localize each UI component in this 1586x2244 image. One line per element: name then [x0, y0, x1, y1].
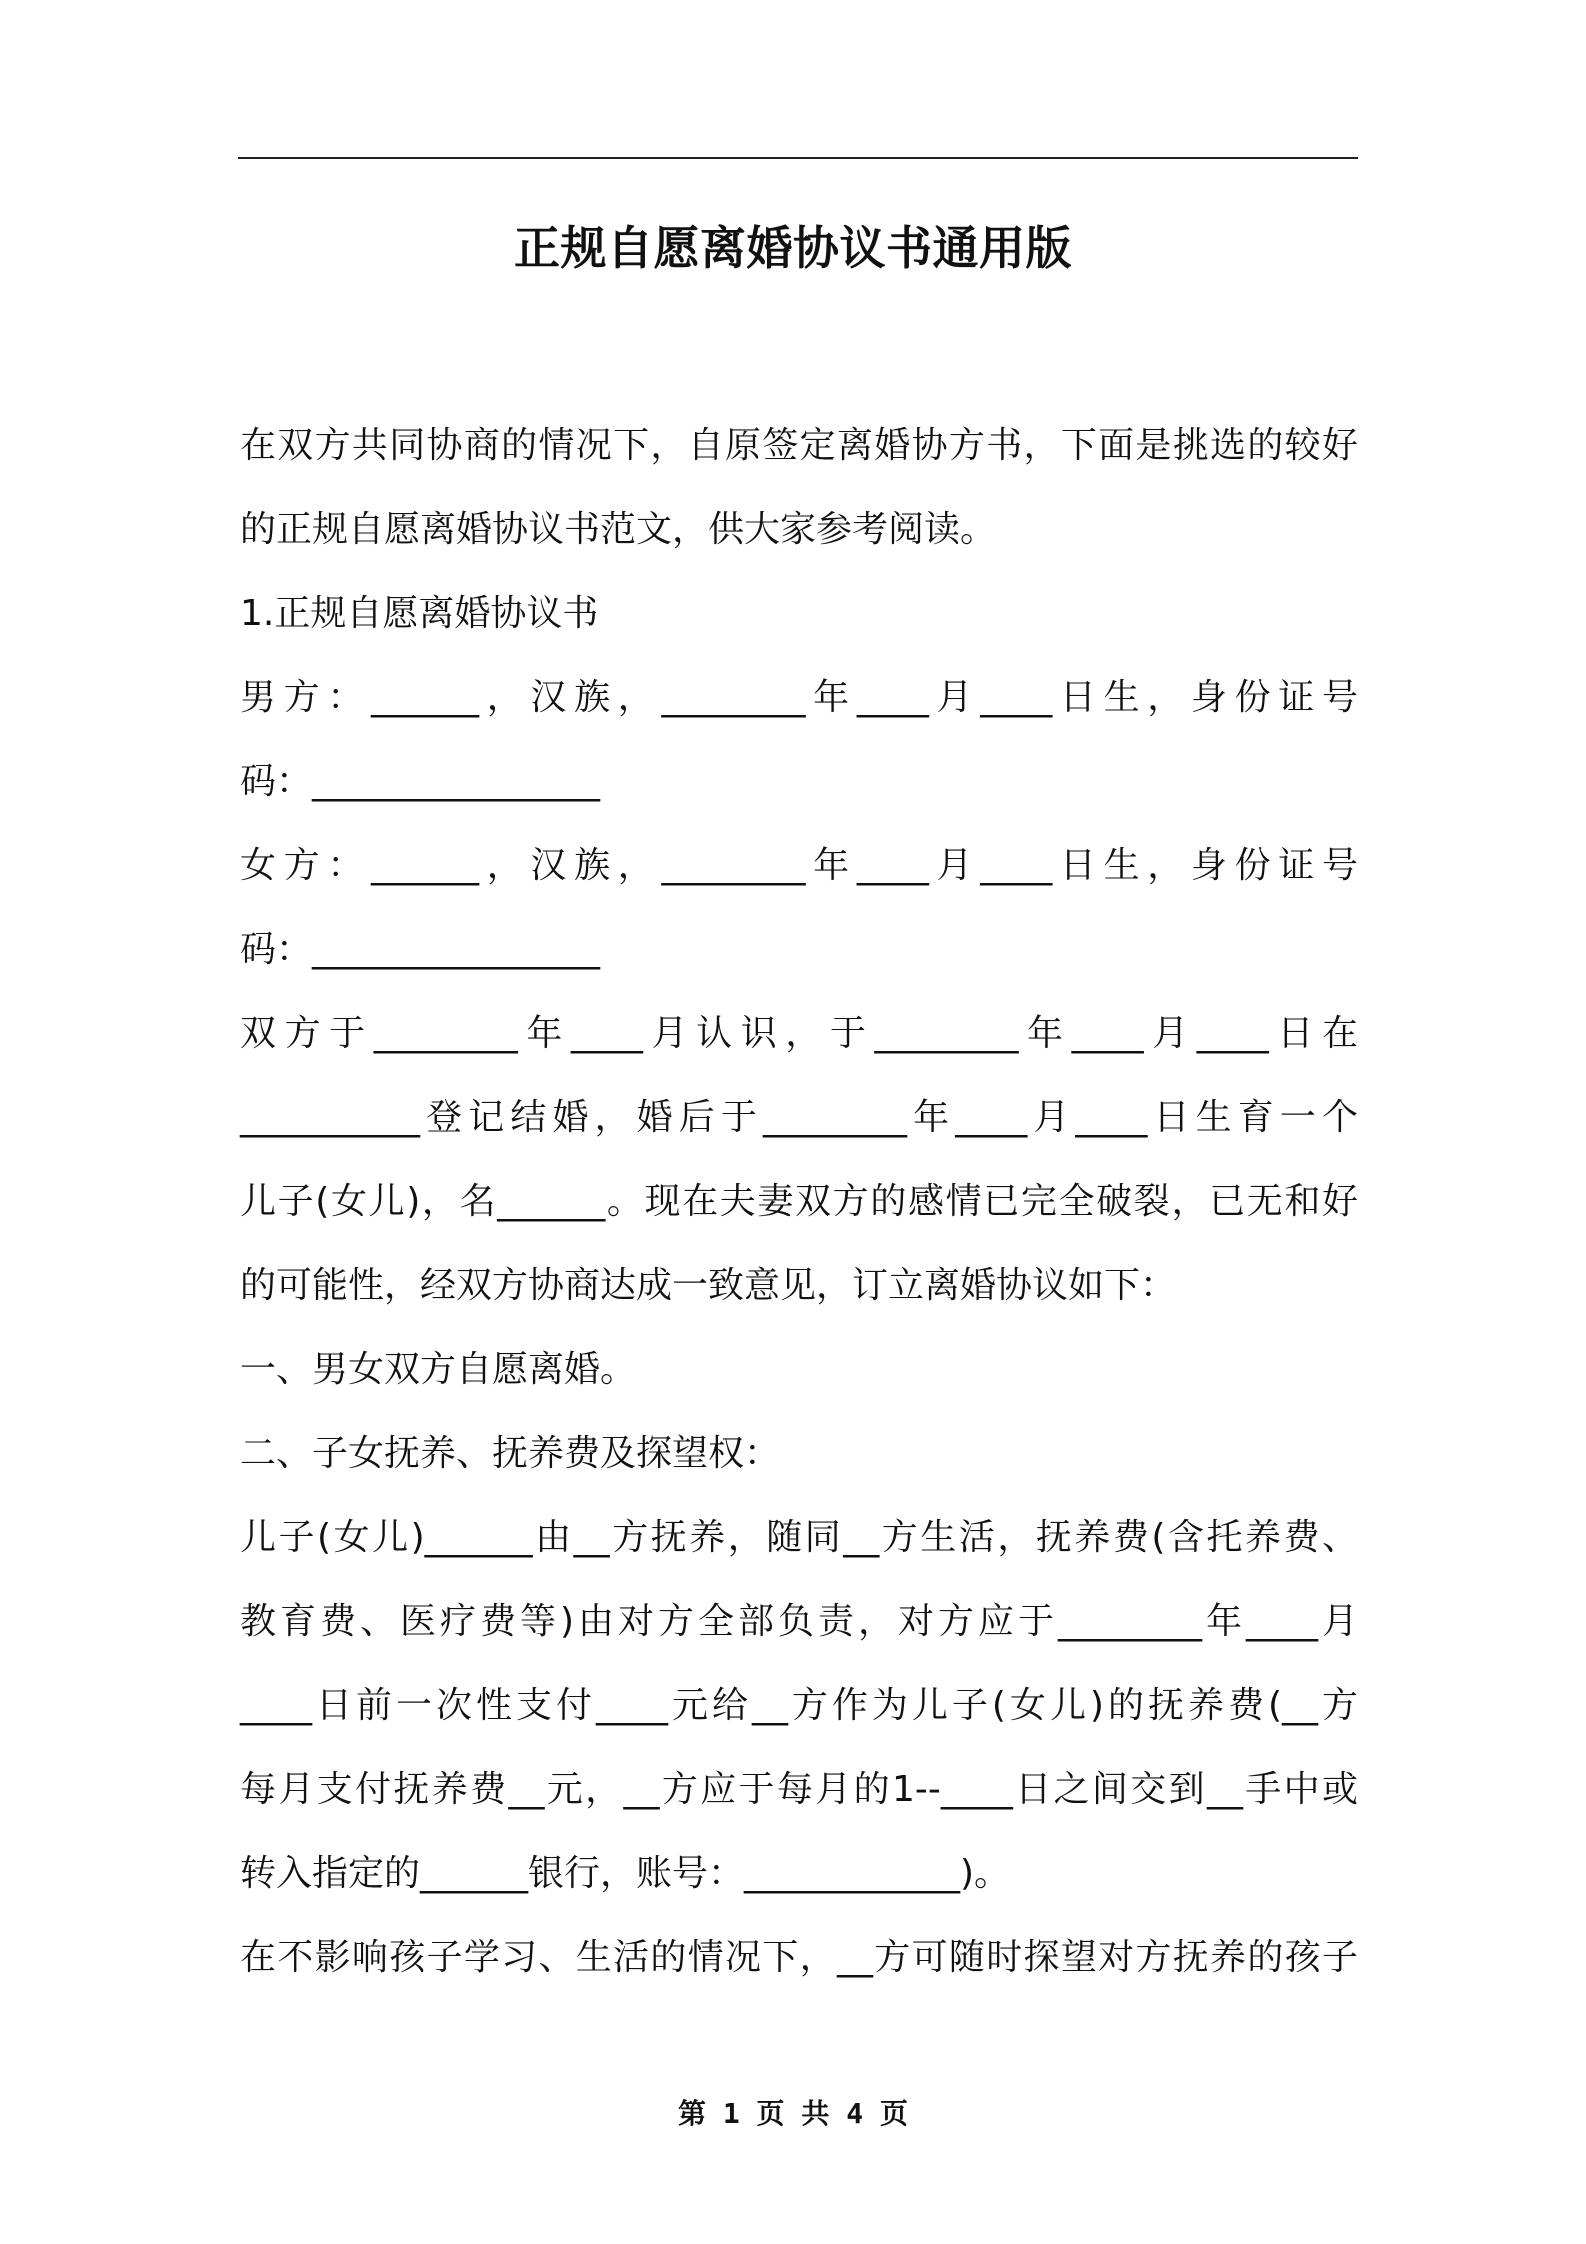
body-line: 在不影响孩子学习、生活的情况下，__方可随时探望对方抚养的孩子 — [240, 1937, 1358, 1978]
body-line: 码：________________ — [240, 929, 601, 970]
body-line: 一、男女双方自愿离婚。 — [240, 1349, 637, 1390]
body-line: 码：________________ — [240, 761, 601, 802]
header-rule — [238, 157, 1358, 159]
body-line: 的可能性，经双方协商达成一致意见，订立离婚协议如下： — [240, 1265, 1177, 1306]
body-line: 教育费、医疗费等)由对方全部负责，对方应于________年____月 — [240, 1601, 1358, 1642]
body-line: 男方：______，汉族，________年____月____日生，身份证号 — [240, 677, 1358, 718]
document-title: 正规自愿离婚协议书通用版 — [514, 221, 1072, 275]
page-footer: 第 1 页 共 4 页 — [677, 2097, 908, 2130]
body-line: 儿子(女儿)______由__方抚养，随同__方生活，抚养费(含托养费、 — [240, 1517, 1358, 1558]
body-line: 在双方共同协商的情况下，自原签定离婚协方书，下面是挑选的较好 — [240, 425, 1358, 466]
body-line: 女方：______，汉族，________年____月____日生，身份证号 — [240, 845, 1358, 886]
body-line: 二、子女抚养、抚养费及探望权： — [240, 1433, 781, 1474]
body-line: ____日前一次性支付____元给__方作为儿子(女儿)的抚养费(__方 — [240, 1685, 1358, 1726]
document-body — [240, 404, 1358, 2000]
body-line: __________登记结婚，婚后于________年____月____日生育一个 — [240, 1097, 1358, 1138]
body-line: 转入指定的______银行，账号：____________)。 — [240, 1853, 1011, 1894]
body-line: 每月支付抚养费__元，__方应于每月的1--____日之间交到__手中或 — [240, 1769, 1358, 1810]
body-line: 1.正规自愿离婚协议书 — [240, 593, 599, 634]
body-line: 双方于________年____月认识，于________年____月____日在 — [240, 1013, 1358, 1054]
body-line: 的正规自愿离婚协议书范文，供大家参考阅读。 — [240, 509, 997, 550]
body-line: 儿子(女儿)，名______。现在夫妻双方的感情已完全破裂，已无和好 — [240, 1181, 1358, 1222]
